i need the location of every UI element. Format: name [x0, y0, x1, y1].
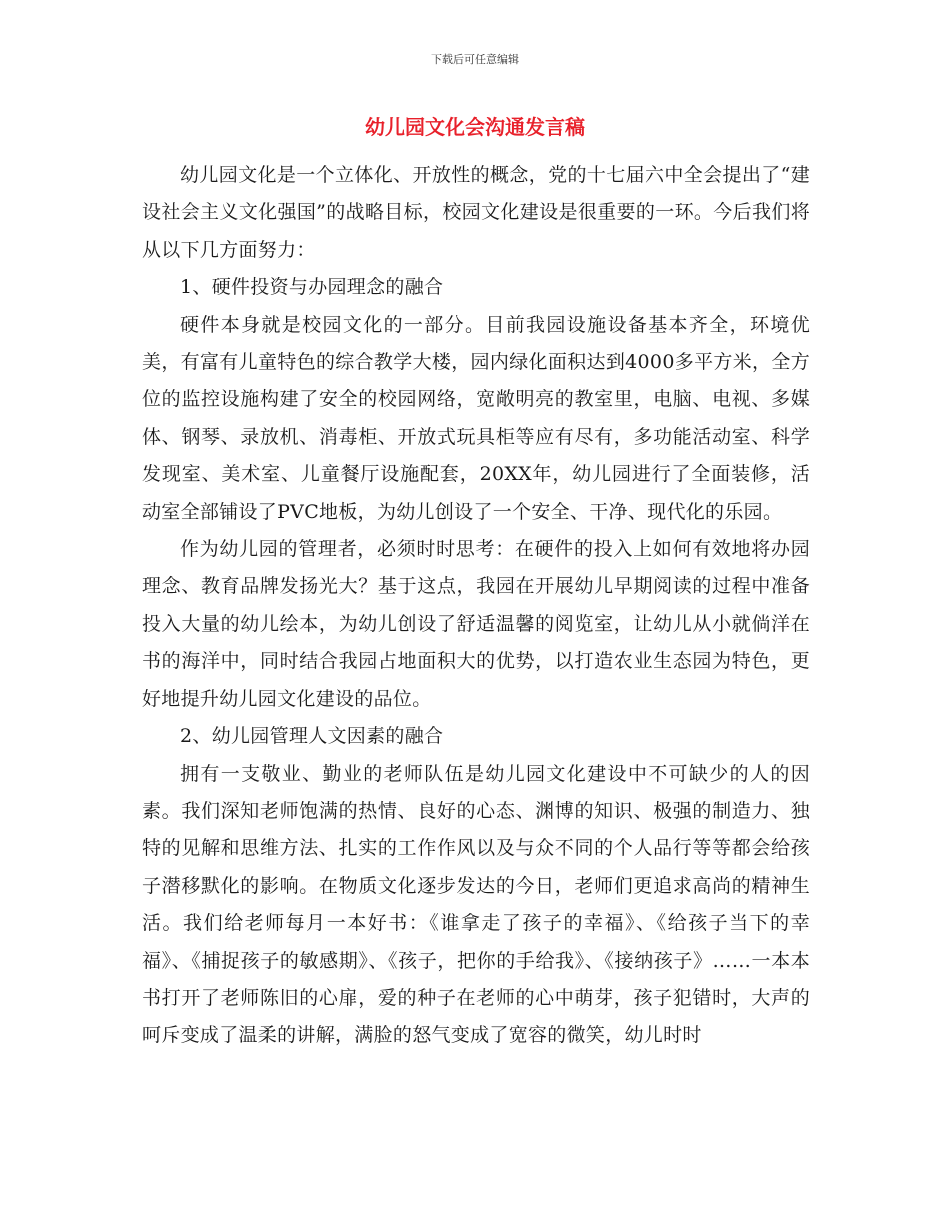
section-heading-2: 2、幼儿园管理人文因素的融合: [180, 725, 444, 748]
paragraph-intro: 幼儿园文化是一个立体化、开放性的概念，党的十七届六中全会提出了“建设社会主义文化强国”的战略目标，校园文化建设是很重要的一环。今后我们将从以下几方面努力：: [142, 164, 810, 261]
document-title: 幼儿园文化会沟通发言稿: [365, 115, 585, 139]
paragraph-teachers: 拥有一支敬业、勤业的老师队伍是幼儿园文化建设中不可缺少的人的因素。我们深知老师饱满的热情、良好的心态、渊博的知识、极强的制造力、独特的见解和思维方法、扎实的工作作风以及与众不同的个人品行等等都会给孩子潜移默化的影响。在物质文化逐步发达的今日，老师们更追求高尚的精神生活。我们给老师每月一本好书：《谁拿走了孩子的幸福》、《给孩子当下的幸福》、《捕捉孩子的敏感期》、《孩子，把你的手给我》、《接纳孩子》……一本本书打开了老师陈旧的心扉，爱的种子在老师的心中萌芽，孩子犯错时，大声的呵斥变成了温柔的讲解，满脸的怒气变成了宽容的微笑，幼儿时时: [142, 762, 810, 1047]
paragraph-hardware: 硬件本身就是校园文化的一部分。目前我园设施设备基本齐全，环境优美，有富有儿童特色的综合教学大楼，园内绿化面积达到4000多平方米，全方位的监控设施构建了安全的校园网络，宽敞明亮的教室里，电脑、电视、多媒体、钢琴、录放机、消毒柜、开放式玩具柜等应有尽有，多功能活动室、科学发现室、美术室、儿童餐厅设施配套，20XX年，幼儿园进行了全面装修，活动室全部铺设了PVC地板，为幼儿创设了一个安全、干净、现代化的乐园。: [142, 313, 810, 523]
page-header-note: 下载后可任意编辑: [431, 53, 519, 66]
paragraph-management: 作为幼儿园的管理者，必须时时思考：在硬件的投入上如何有效地将办园理念、教育品牌发扬光大？基于这点，我园在开展幼儿早期阅读的过程中准备投入大量的幼儿绘本，为幼儿创设了舒适温馨的阅览室，让幼儿从小就倘洋在书的海洋中，同时结合我园占地面积大的优势，以打造农业生态园为特色，更好地提升幼儿园文化建设的品位。: [142, 538, 810, 710]
section-heading-1: 1、硬件投资与办园理念的融合: [180, 276, 444, 299]
document-body: [142, 157, 810, 1055]
